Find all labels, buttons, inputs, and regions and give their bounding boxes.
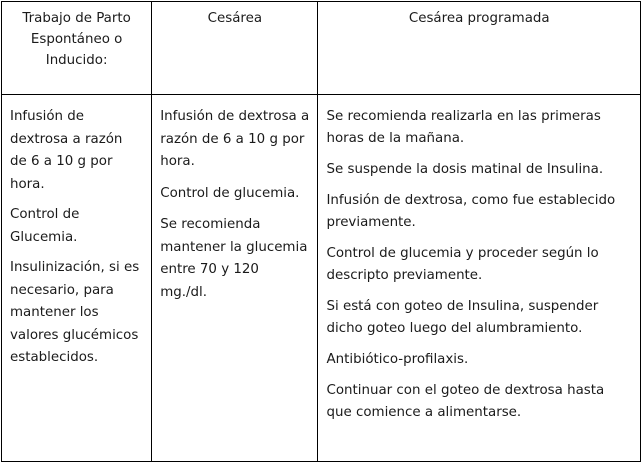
cell-cesarea-programada xyxy=(318,95,641,462)
paragraph: Control de Glucemia. xyxy=(10,207,80,245)
header-cesarea: Cesárea xyxy=(152,2,318,95)
paragraph: Infusión de dextrosa a razón de 6 a 10 g por hora. xyxy=(160,109,310,169)
paragraph: Si está con goteo de Insulina, suspender dicho goteo luego del alumbramiento. xyxy=(326,299,599,336)
paragraph: Infusión de dextrosa, como fue establecido previamente. xyxy=(326,193,616,230)
paragraph: Control de glucemia y proceder según lo descripto previamente. xyxy=(326,246,599,283)
body-row xyxy=(2,95,641,462)
cell-cesarea xyxy=(152,95,318,462)
paragraph: Se recomienda mantener la glucemia entre 70 y 120 mg./dl. xyxy=(160,217,308,300)
header-row xyxy=(2,2,641,95)
header-cesarea-programada: Cesárea programada xyxy=(318,2,641,95)
paragraph: Se recomienda realizarla en las primeras horas de la mañana. xyxy=(326,109,601,146)
protocol-table xyxy=(1,1,641,462)
paragraph: Antibiótico-profilaxis. xyxy=(326,352,469,367)
paragraph: Control de glucemia. xyxy=(160,185,300,201)
cell-trabajo-de-parto xyxy=(2,95,152,462)
paragraph: Insulinización, si es necesario, para mantener los valores glucémicos establecidos. xyxy=(10,260,140,365)
paragraph: Continuar con el goteo de dextrosa hasta que comience a alimentarse. xyxy=(326,383,605,420)
paragraph: Infusión de dextrosa a razón de 6 a 10 g por hora. xyxy=(10,109,123,192)
paragraph: Se suspende la dosis matinal de Insulina. xyxy=(326,162,604,177)
header-trabajo-de-parto: Trabajo de Parto Espontáneo o Inducido: xyxy=(2,2,152,95)
